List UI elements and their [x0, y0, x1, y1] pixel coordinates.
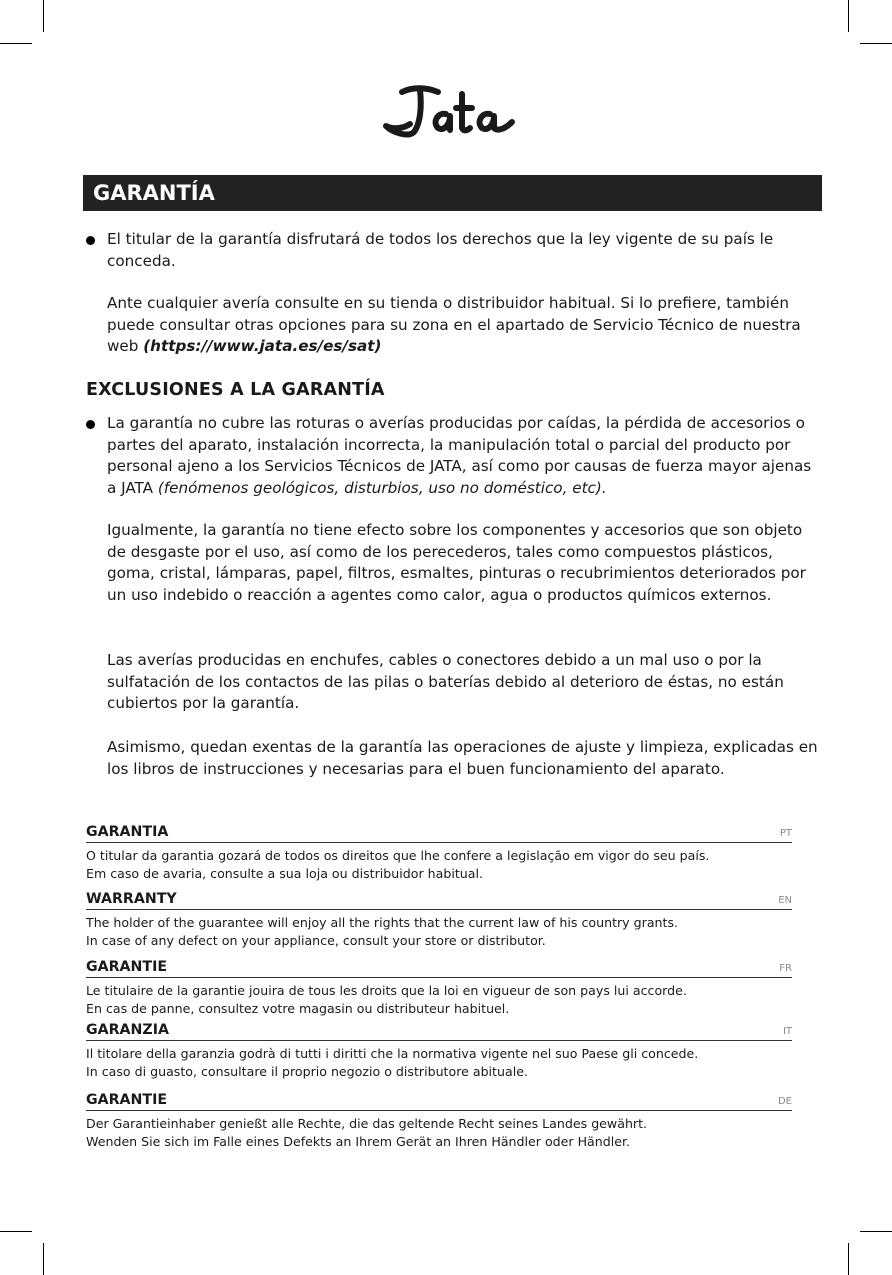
lang-title: WARRANTY: [86, 891, 177, 907]
lang-code: IT: [782, 1026, 792, 1037]
exclusions-paragraph-3: Las averías producidas en enchufes, cables o conectores debido a un mal uso o por la sulfatación de los contactos de las pilas o baterías debido al deterioro de éstas, no están cubiertos por la garantía.: [107, 651, 784, 712]
lang-code: DE: [777, 1096, 792, 1107]
lang-line-1: Der Garantieinhaber genießt alle Rechte, die das geltende Recht seines Landes gewährt.: [86, 1116, 648, 1131]
exclusions-paragraph-1-italic: (fenómenos geológicos, disturbios, uso no doméstico, etc).: [157, 478, 607, 497]
lang-section-en: [86, 887, 792, 949]
sat-link[interactable]: (https://www.jata.es/es/sat): [143, 337, 382, 355]
lang-line-1: Il titolare della garanzia godrà di tutti i diritti che la normativa vigente nel suo Paese gli concede.: [86, 1046, 699, 1061]
lang-line-2: In caso di guasto, consultare il proprio negozio o distributore abituale.: [86, 1063, 528, 1079]
lang-text: [86, 847, 792, 882]
lang-header: [86, 1088, 792, 1111]
bullet-intro: [86, 236, 95, 245]
lang-text: [86, 1045, 792, 1080]
lang-code: FR: [779, 963, 792, 974]
crop-mark-bl-h: [0, 1231, 32, 1232]
lang-header: [86, 1018, 792, 1041]
crop-mark-tr-h: [860, 43, 892, 44]
lang-section-it: [86, 1018, 792, 1080]
page-title: GARANTÍA: [83, 175, 822, 211]
lang-code: EN: [778, 895, 792, 906]
crop-mark-bl-v: [43, 1243, 44, 1275]
lang-title: GARANTIE: [86, 959, 168, 975]
jata-logo: [380, 78, 520, 142]
crop-mark-tl-h: [0, 43, 32, 44]
crop-mark-tr-v: [848, 0, 849, 32]
lang-line-2: En cas de panne, consultez votre magasin ou distributeur habituel.: [86, 1000, 510, 1016]
crop-mark-br-v: [848, 1243, 849, 1275]
lang-line-1: O titular da garantia gozará de todos os direitos que lhe confere a legislação em vigor do seu país.: [86, 848, 710, 863]
lang-code: PT: [779, 828, 792, 839]
lang-header: [86, 887, 792, 910]
lang-title: GARANZIA: [86, 1022, 169, 1038]
intro-paragraph-2: [107, 293, 819, 358]
lang-title: GARANTIE: [86, 1092, 168, 1108]
lang-line-1: Le titulaire de la garantie jouira de tous les droits que la loi en vigueur de son pays lui accorde.: [86, 983, 687, 998]
lang-text: [86, 914, 792, 949]
exclusions-paragraph-4: Asimismo, quedan exentas de la garantía las operaciones de ajuste y limpieza, explicadas en los libros de instrucciones y necesarias para el buen funcionamiento del aparato.: [107, 738, 818, 778]
exclusions-heading: EXCLUSIONES A LA GARANTÍA: [86, 380, 385, 400]
lang-text: [86, 982, 792, 1017]
lang-section-fr: [86, 955, 792, 1017]
lang-line-2: In case of any defect on your appliance, consult your store or distributor.: [86, 932, 546, 948]
lang-section-de: [86, 1088, 792, 1150]
lang-section-pt: [86, 820, 792, 882]
crop-mark-tl-v: [43, 0, 44, 32]
intro-paragraph-1: El titular de la garantía disfrutará de todos los derechos que la ley vigente de su país le conceda.: [107, 230, 774, 270]
lang-text: [86, 1115, 792, 1150]
lang-line-1: The holder of the guarantee will enjoy all the rights that the current law of his country grants.: [86, 915, 679, 930]
lang-header: [86, 955, 792, 978]
exclusions-paragraph-1-text: La garantía no cubre las roturas o averías producidas por caídas, la pérdida de accesorios o partes del aparato, instalación incorrecta, la manipulación total o parcial del producto por personal ajeno a los Servicios Técnicos de JATA, así como por causas de fuerza mayor ajenas a JATA: [107, 414, 812, 497]
crop-mark-br-h: [860, 1231, 892, 1232]
lang-line-2: Em caso de avaria, consulte a sua loja ou distribuidor habitual.: [86, 865, 483, 881]
exclusions-paragraph-1: [107, 413, 819, 499]
lang-title: GARANTIA: [86, 824, 169, 840]
lang-line-2: Wenden Sie sich im Falle eines Defekts an Ihrem Gerät an Ihren Händler oder Händler.: [86, 1133, 631, 1149]
bullet-exclusions: [86, 420, 95, 429]
exclusions-paragraph-2: Igualmente, la garantía no tiene efecto sobre los componentes y accesorios que son objeto de desgaste por el uso, así como de los perecederos, tales como compuestos plásticos, goma, cristal, lámparas, papel, filtros, esmaltes, pinturas o recubrimientos deteriorados por un uso indebido o reacción a agentes como calor, agua o productos químicos externos.: [107, 521, 806, 604]
lang-header: [86, 820, 792, 843]
intro-paragraph-2-text: Ante cualquier avería consulte en su tienda o distribuidor habitual. Si lo prefiere, también puede consultar otras opciones para su zona en el apartado de Servicio Técnico de nuestra web: [107, 294, 801, 355]
